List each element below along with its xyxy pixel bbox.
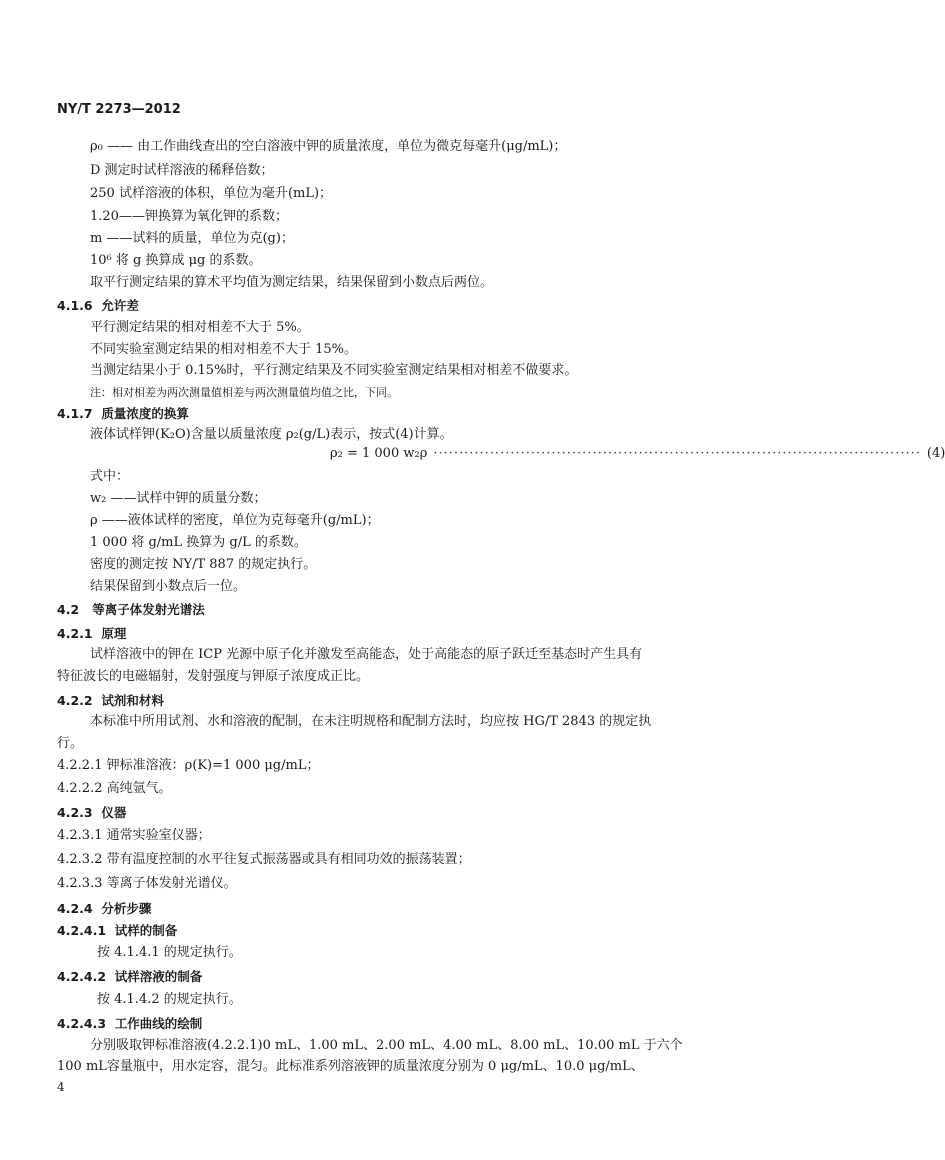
item-4-2-3-3: 4.2.3.3 等离子体发射光谱仪。 <box>57 876 237 891</box>
section-heading-4-2-4-1 <box>57 922 177 940</box>
formula-4 <box>330 445 945 463</box>
section-title: 工作曲线的绘制 <box>114 1016 203 1031</box>
section-heading-4-2-4-3 <box>57 1015 202 1033</box>
section-title: 质量浓度的换算 <box>101 406 189 421</box>
section-title: 原理 <box>101 626 127 641</box>
section-number: 4.2.2 <box>57 693 93 708</box>
section-title: 等离子体发射光谱法 <box>92 602 205 617</box>
where-250: 250 试样溶液的体积，单位为毫升(mL)； <box>90 186 333 201</box>
section-title: 试样溶液的制备 <box>114 969 203 984</box>
section-number: 4.1.6 <box>57 298 93 313</box>
section-number: 4.2.4 <box>57 901 93 916</box>
section-number: 4.2.4.3 <box>57 1016 107 1031</box>
principle-line-2: 特征波长的电磁辐射，发射强度与钾原子浓度成正比。 <box>57 669 370 684</box>
item-4-2-3-2: 4.2.3.2 带有温度控制的水平往复式振荡器或具有相同功效的振荡装置； <box>57 852 471 867</box>
section-heading-4-1-6 <box>57 297 139 315</box>
section-number: 4.2.3 <box>57 805 93 820</box>
section-number: 4.2.1 <box>57 626 93 641</box>
result-precision-text: 取平行测定结果的算术平均值为测定结果，结果保留到小数点后两位。 <box>90 275 494 290</box>
section-title: 试剂和材料 <box>101 693 164 708</box>
where-10-6: 10⁶ 将 g 换算成 μg 的系数。 <box>90 253 262 268</box>
section-heading-4-2-4-2 <box>57 968 202 986</box>
section-title: 试样的制备 <box>114 923 178 938</box>
section-heading-4-2-4 <box>57 900 151 918</box>
tolerance-line-3: 当测定结果小于 0.15%时，平行测定结果及不同实验室测定结果相对相差不做要求。 <box>90 363 578 378</box>
curve-line-1: 分别吸取钾标准溶液(4.2.2.1)0 mL、1.00 mL、2.00 mL、4.00 mL、8.00 mL、10.00 mL 于六个 <box>90 1038 683 1053</box>
section-number: 4.1.7 <box>57 406 93 421</box>
where-1-20: 1.20——钾换算为氧化钾的系数； <box>90 209 288 224</box>
solution-prep-text: 按 4.1.4.2 的规定执行。 <box>97 992 242 1007</box>
where-rho0: ρ₀ —— 由工作曲线查出的空白溶液中钾的质量浓度，单位为微克每毫升(μg/mL)； <box>90 139 567 154</box>
where-w2: w₂ ——试样中钾的质量分数； <box>90 491 267 506</box>
formula-number: (4) <box>926 446 945 461</box>
formula-leader: ······························································································· <box>433 446 921 461</box>
tolerance-note: 注：相对相差为两次测量值相差与两次测量值均值之比，下同。 <box>90 386 398 399</box>
section-number: 4.2.4.1 <box>57 923 107 938</box>
reagent-line-1: 本标准中所用试剂、水和溶液的配制，在未注明规格和配制方法时，均应按 HG/T 2843 的规定执 <box>90 714 652 729</box>
reagent-line-2: 行。 <box>57 736 84 751</box>
where-d: D 测定时试样溶液的稀释倍数； <box>90 163 274 178</box>
item-4-2-2-2: 4.2.2.2 高纯氩气。 <box>57 781 172 796</box>
tolerance-line-1: 平行测定结果的相对相差不大于 5%。 <box>90 320 310 335</box>
item-4-2-3-1: 4.2.3.1 通常实验室仪器； <box>57 828 211 843</box>
standard-number: NY/T 2273—2012 <box>57 102 181 117</box>
conversion-text: 液体试样钾(K₂O)含量以质量浓度 ρ₂(g/L)表示，按式(4)计算。 <box>90 427 453 442</box>
section-heading-4-2-3 <box>57 804 126 822</box>
page-number: 4 <box>57 1080 65 1094</box>
where-m: m ——试料的质量，单位为克(g)； <box>90 231 294 246</box>
section-title: 仪器 <box>101 805 127 820</box>
section-title: 分析步骤 <box>101 901 152 916</box>
in-formula-label: 式中： <box>90 469 130 484</box>
density-text: 密度的测定按 NY/T 887 的规定执行。 <box>90 557 317 572</box>
section-heading-4-2-2 <box>57 692 164 710</box>
item-4-2-2-1: 4.2.2.1 钾标准溶液：ρ(K)=1 000 μg/mL； <box>57 758 320 773</box>
curve-line-2: 100 mL容量瓶中，用水定容，混匀。此标准系列溶液钾的质量浓度分别为 0 μg/mL、10.0 μg/mL、 <box>57 1059 644 1074</box>
section-heading-4-1-7 <box>57 405 189 423</box>
formula-expression: ρ₂ = 1 000 w₂ρ <box>330 446 428 461</box>
where-1000: 1 000 将 g/mL 换算为 g/L 的系数。 <box>90 535 307 550</box>
section-heading-4-2 <box>57 601 205 619</box>
section-heading-4-2-1 <box>57 625 126 643</box>
section-number: 4.2.4.2 <box>57 969 107 984</box>
where-rho: ρ ——液体试样的密度，单位为克每毫升(g/mL)； <box>90 513 380 528</box>
section-number: 4.2 <box>57 602 80 617</box>
principle-line-1: 试样溶液中的钾在 ICP 光源中原子化并激发至高能态，处于高能态的原子跃迁至基态时产生具有 <box>90 647 643 662</box>
sample-prep-text: 按 4.1.4.1 的规定执行。 <box>97 945 242 960</box>
section-title: 允许差 <box>101 298 139 313</box>
tolerance-line-2: 不同实验室测定结果的相对相差不大于 15%。 <box>90 342 358 357</box>
keep-decimal-text: 结果保留到小数点后一位。 <box>90 579 247 594</box>
